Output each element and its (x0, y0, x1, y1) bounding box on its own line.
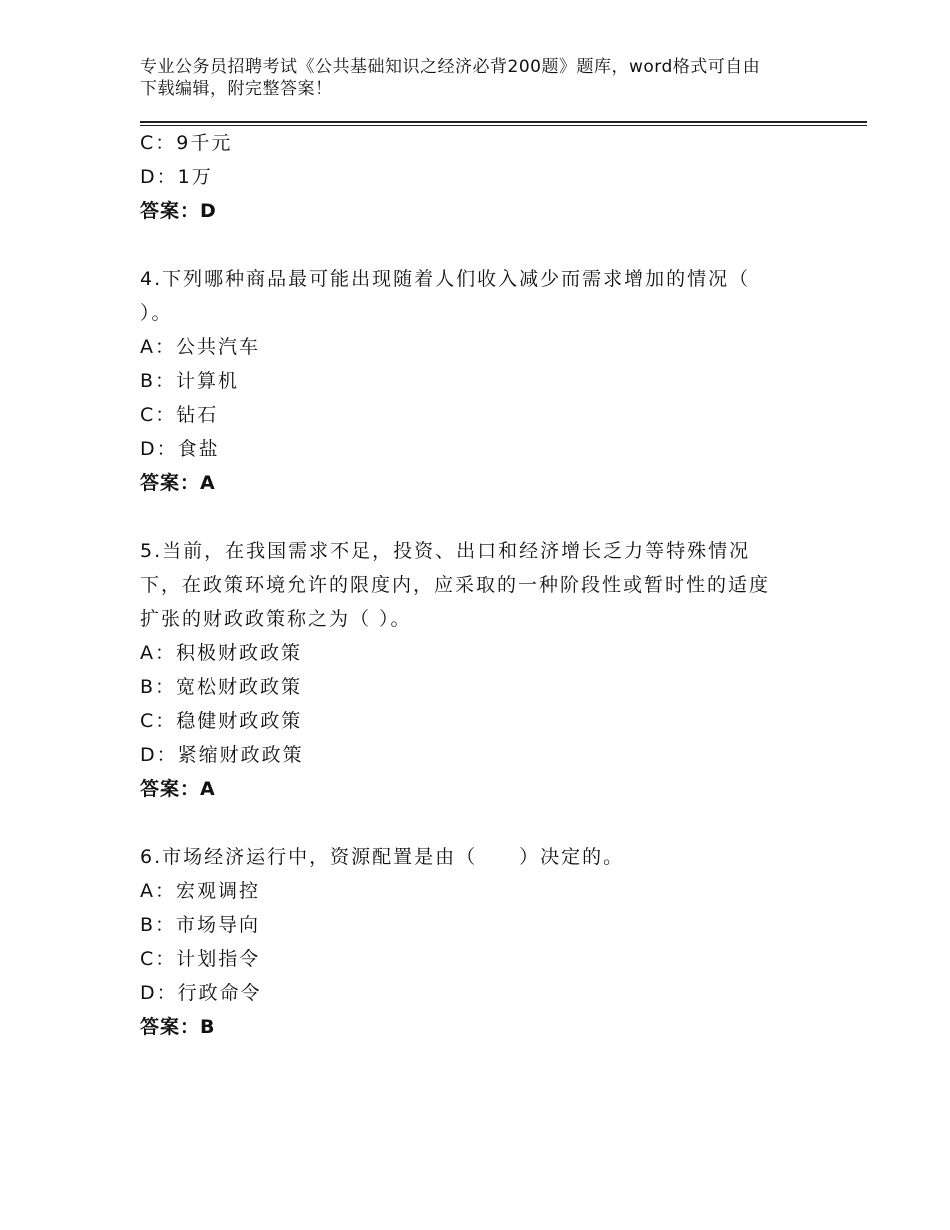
option-c: C：9千元 (140, 132, 233, 154)
header-line-2: 下载编辑，附完整答案！ (140, 79, 333, 99)
question-block (140, 262, 840, 500)
answer-line: 答案：D (140, 200, 217, 222)
header-line-1: 专业公务员招聘考试《公共基础知识之经济必背200题》题库，word格式可自由 (140, 57, 761, 77)
answer-line: 答案：A (140, 778, 216, 800)
answer-line: 答案：A (140, 472, 216, 494)
option-b: B：计算机 (140, 370, 240, 392)
header-divider-thick (140, 121, 867, 123)
option-c: C：稳健财政政策 (140, 710, 303, 732)
option-d: D：行政命令 (140, 982, 262, 1004)
question-list (140, 126, 840, 1044)
question-text-line: 4.下列哪种商品最可能出现随着人们收入减少而需求增加的情况（ (140, 268, 751, 290)
question-block (140, 534, 840, 806)
option-d: D：食盐 (140, 438, 220, 460)
option-d: D：1万 (140, 166, 213, 188)
option-a: A：积极财政政策 (140, 642, 302, 664)
question-text-line: 5.当前，在我国需求不足，投资、出口和经济增长乏力等特殊情况 (140, 540, 751, 562)
question-text-line: ）。 (140, 302, 173, 324)
option-a: A：公共汽车 (140, 336, 260, 358)
option-a: A：宏观调控 (140, 880, 260, 902)
question-block (140, 840, 840, 1044)
answer-line: 答案：B (140, 1016, 216, 1038)
option-c: C：钻石 (140, 404, 219, 426)
option-d: D：紧缩财政政策 (140, 744, 304, 766)
document-header (140, 56, 840, 100)
question-text-line: 扩张的财政政策称之为（ ）。 (140, 608, 412, 630)
option-b: B：市场导向 (140, 914, 261, 936)
question-text-line: 6.市场经济运行中，资源配置是由（ ）决定的。 (140, 846, 625, 868)
option-c: C：计划指令 (140, 948, 261, 970)
question-block (140, 126, 840, 228)
option-b: B：宽松财政政策 (140, 676, 303, 698)
question-text-line: 下，在政策环境允许的限度内，应采取的一种阶段性或暂时性的适度 (140, 574, 771, 596)
